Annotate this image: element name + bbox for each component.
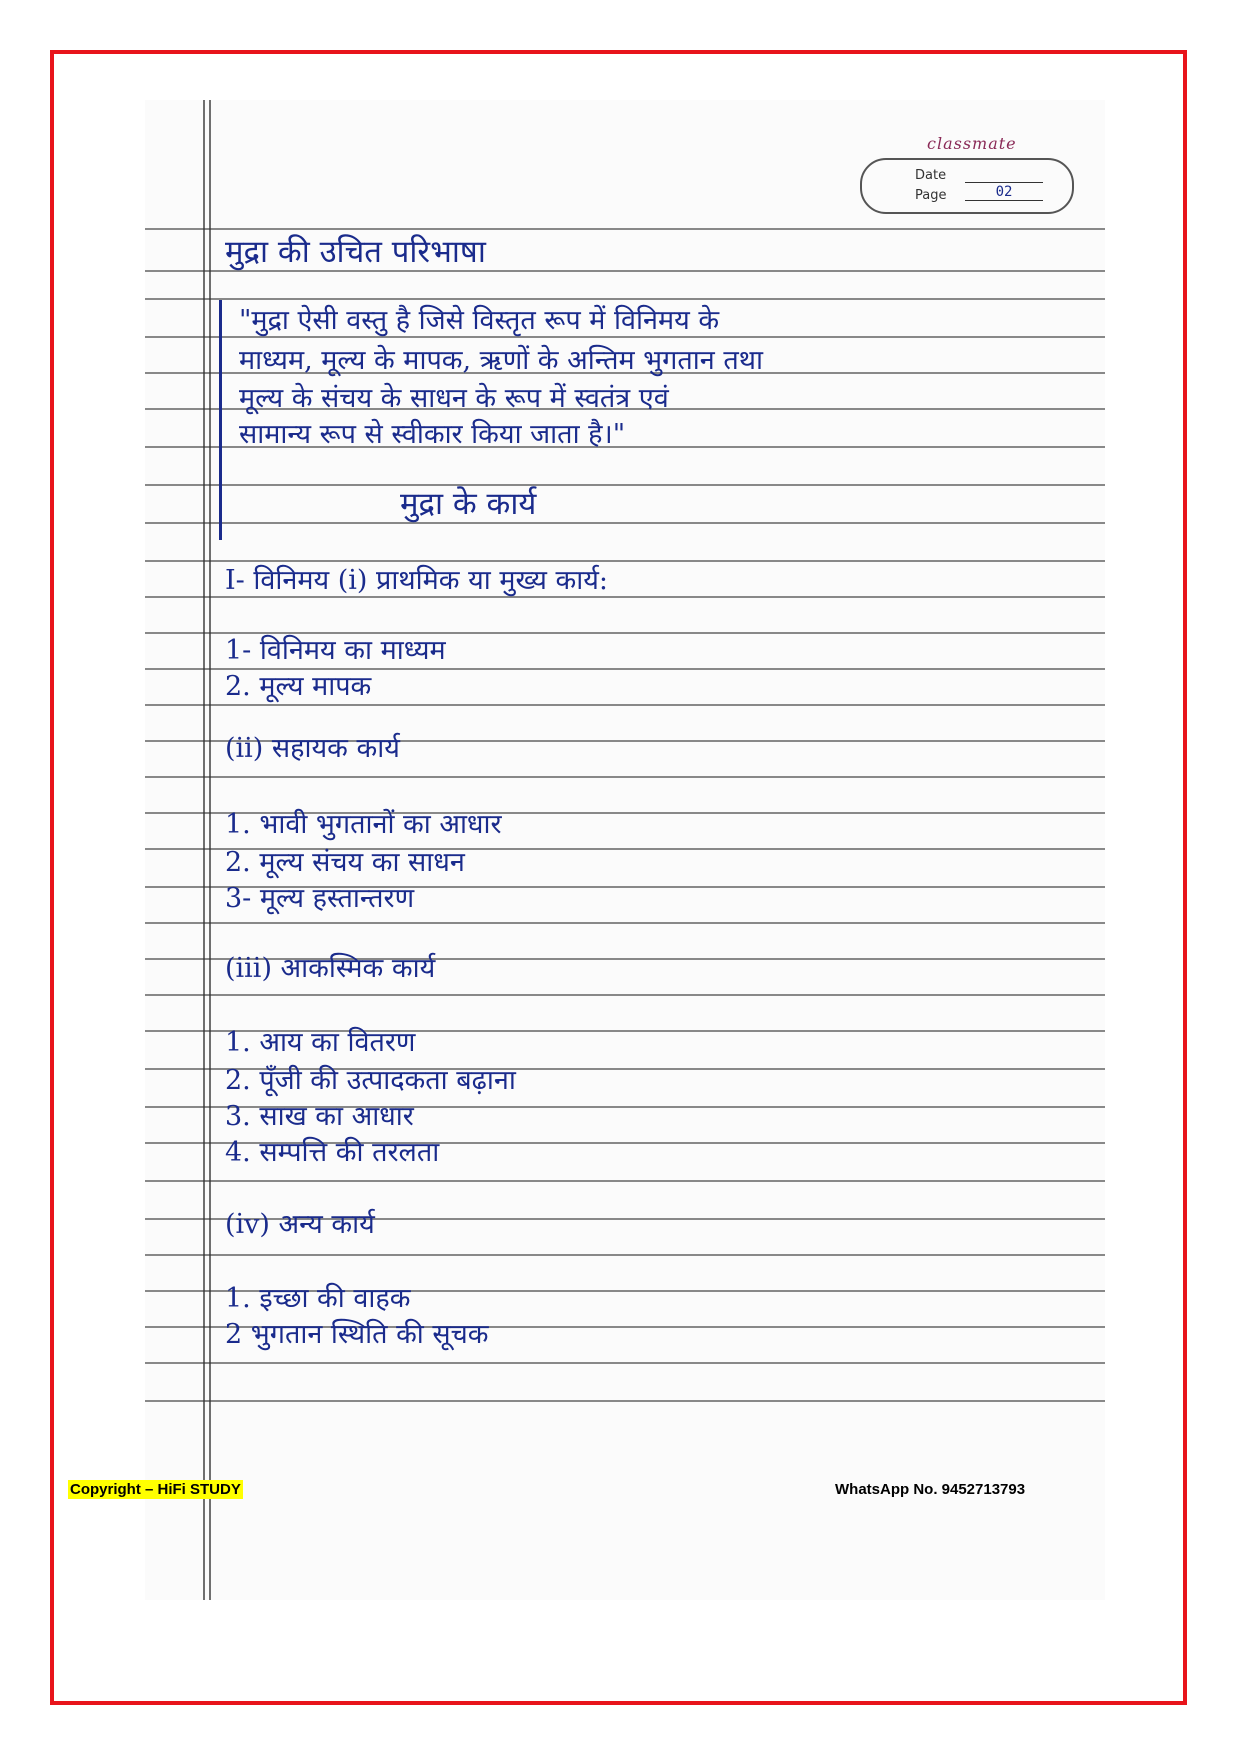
rule-line	[145, 704, 1105, 706]
section-heading: I- विनिमय (i) प्राथमिक या मुख्य कार्य:	[225, 565, 608, 596]
list-item: 3. साख का आधार	[225, 1101, 414, 1132]
functions-heading: मुद्रा के कार्य	[400, 486, 537, 522]
whatsapp-number: WhatsApp No. 9452713793	[835, 1481, 1026, 1498]
rule-line	[145, 776, 1105, 778]
date-label: Date	[915, 168, 947, 183]
rule-line	[145, 484, 1105, 486]
rule-line	[145, 1180, 1105, 1182]
margin-line	[209, 100, 211, 1600]
rule-line	[145, 1400, 1105, 1402]
rule-line	[145, 922, 1105, 924]
copyright-label: Copyright – HiFi STUDY	[70, 1481, 241, 1498]
definition-title: मुद्रा की उचित परिभाषा	[225, 234, 486, 270]
section-heading: (iii) आकस्मिक कार्य	[225, 953, 436, 984]
list-item: 2. मूल्य संचय का साधन	[225, 847, 465, 878]
section-heading: (iv) अन्य कार्य	[225, 1209, 375, 1240]
page-label: Page	[915, 188, 947, 203]
list-item: 3- मूल्य हस्तान्तरण	[225, 883, 415, 914]
definition-line: मूल्य के संचय के साधन के रूप में स्वतंत्र एवं	[239, 383, 669, 414]
section-heading: (ii) सहायक कार्य	[225, 733, 400, 764]
date-value	[965, 166, 1043, 183]
list-item: 4. सम्पत्ति की तरलता	[225, 1137, 440, 1168]
definition-bracket	[219, 300, 222, 540]
list-item: 1. आय का वितरण	[225, 1027, 416, 1058]
margin-line	[203, 100, 205, 1600]
list-item: 1. इच्छा की वाहक	[225, 1283, 411, 1314]
list-item: 1- विनिमय का माध्यम	[225, 635, 446, 666]
list-item: 2. मूल्य मापक	[225, 671, 372, 702]
rule-line	[145, 1254, 1105, 1256]
page-number: 02	[965, 184, 1043, 201]
list-item: 1. भावी भुगतानों का आधार	[225, 809, 502, 840]
brand-logo: classmate	[927, 134, 1017, 153]
rule-line	[145, 1362, 1105, 1364]
rule-line	[145, 994, 1105, 996]
notebook-page	[145, 100, 1105, 1600]
list-item: 2. पूँजी की उत्पादकता बढ़ाना	[225, 1065, 516, 1096]
definition-line: माध्यम, मूल्य के मापक, ऋणों के अन्तिम भुगतान तथा	[239, 345, 763, 376]
definition-line: "मुद्रा ऐसी वस्तु है जिसे विस्तृत रूप में विनिमय के	[239, 305, 720, 336]
rule-line	[145, 522, 1105, 524]
definition-line: सामान्य रूप से स्वीकार किया जाता है।"	[239, 419, 626, 450]
list-item: 2 भुगतान स्थिति की सूचक	[225, 1319, 489, 1350]
